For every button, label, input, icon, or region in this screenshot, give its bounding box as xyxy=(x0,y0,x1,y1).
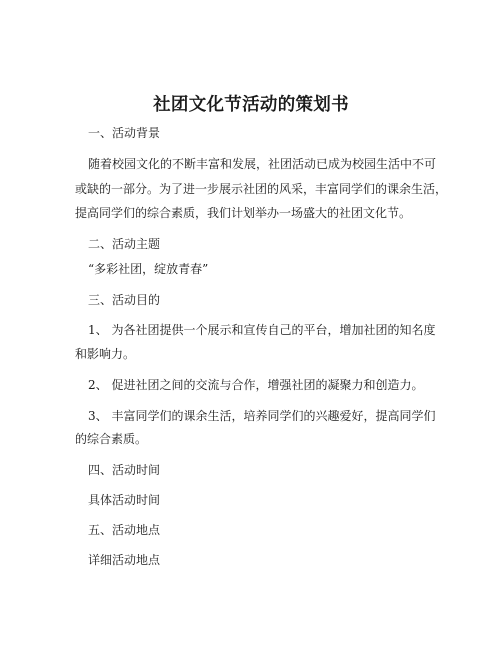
background-paragraph-line-1: 随着校园文化的不断丰富和发展，社团活动已成为校园生活中不可 xyxy=(88,157,437,171)
background-paragraph-line-3: 提高同学们的综合素质，我们计划举办一场盛大的社团文化节。 xyxy=(75,206,412,220)
time-text: 具体活动时间 xyxy=(88,493,161,507)
section-heading-purpose: 三、活动目的 xyxy=(88,293,161,307)
purpose-item-1-line-2: 和影响力。 xyxy=(75,347,136,361)
document-title: 社团文化节活动的策划书 xyxy=(153,95,349,115)
background-paragraph-line-2: 或缺的一部分。为了进一步展示社团的风采，丰富同学们的课余生活， xyxy=(75,182,448,196)
purpose-item-3-line-1: 3、 丰富同学们的课余生活，培养同学们的兴趣爱好，提高同学们 xyxy=(88,409,436,423)
section-heading-background: 一、活动背景 xyxy=(88,126,161,140)
section-heading-time: 四、活动时间 xyxy=(88,463,161,477)
theme-text: “多彩社团，绽放青春” xyxy=(88,262,209,276)
purpose-item-3-line-2: 的综合素质。 xyxy=(75,432,148,446)
section-heading-location: 五、活动地点 xyxy=(88,523,161,537)
purpose-item-2-line-1: 2、 促进社团之间的交流与合作，增强社团的凝聚力和创造力。 xyxy=(88,378,424,392)
location-text: 详细活动地点 xyxy=(88,553,161,567)
purpose-item-1-line-1: 1、 为各社团提供一个展示和宣传自己的平台，增加社团的知名度 xyxy=(88,323,436,337)
section-heading-theme: 二、活动主题 xyxy=(88,237,161,251)
